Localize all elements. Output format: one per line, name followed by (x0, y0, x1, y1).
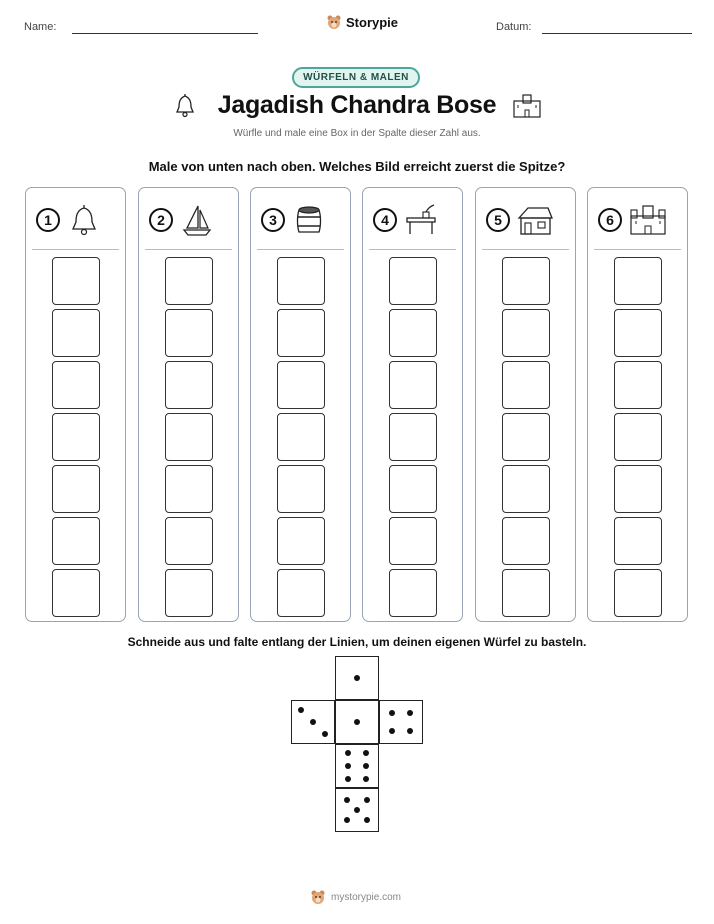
column-3 (250, 187, 351, 622)
color-box[interactable] (52, 569, 100, 617)
desk-quill-icon (403, 202, 439, 238)
color-box[interactable] (165, 569, 213, 617)
column-divider (32, 249, 119, 250)
color-box[interactable] (165, 309, 213, 357)
footer (310, 889, 401, 905)
color-box[interactable] (165, 257, 213, 305)
bell-icon (66, 202, 102, 238)
color-box[interactable] (502, 569, 550, 617)
color-box[interactable] (277, 257, 325, 305)
color-box[interactable] (52, 465, 100, 513)
die-pip (344, 817, 350, 823)
column-4 (362, 187, 463, 622)
die-face (335, 700, 379, 744)
color-box[interactable] (614, 309, 662, 357)
color-box[interactable] (52, 413, 100, 461)
die-face (379, 700, 423, 744)
color-box[interactable] (165, 517, 213, 565)
color-box[interactable] (52, 257, 100, 305)
color-box[interactable] (502, 517, 550, 565)
die-pip (310, 719, 316, 725)
die-face (335, 656, 379, 700)
color-box[interactable] (614, 257, 662, 305)
column-number: 5 (486, 208, 510, 232)
column-number: 1 (36, 208, 60, 232)
name-label: Name: (24, 21, 57, 33)
color-box[interactable] (277, 361, 325, 409)
color-box[interactable] (52, 361, 100, 409)
sailboat-icon (179, 202, 215, 238)
die-pip (389, 728, 395, 734)
castle-icon (628, 202, 668, 238)
color-box[interactable] (389, 361, 437, 409)
color-box[interactable] (502, 361, 550, 409)
color-box[interactable] (389, 413, 437, 461)
color-box[interactable] (52, 517, 100, 565)
date-line[interactable] (542, 33, 692, 34)
castle-icon (512, 93, 542, 119)
color-box[interactable] (502, 465, 550, 513)
column-divider (369, 249, 456, 250)
die-face (335, 744, 379, 788)
color-box[interactable] (277, 413, 325, 461)
column-divider (145, 249, 232, 250)
color-box[interactable] (502, 309, 550, 357)
color-box[interactable] (614, 465, 662, 513)
color-box[interactable] (277, 309, 325, 357)
color-box[interactable] (165, 361, 213, 409)
color-box[interactable] (52, 309, 100, 357)
column-5 (475, 187, 576, 622)
die-pip (363, 776, 369, 782)
column-2 (138, 187, 239, 622)
column-divider (482, 249, 569, 250)
color-box[interactable] (502, 257, 550, 305)
die-pip (407, 710, 413, 716)
color-box[interactable] (614, 569, 662, 617)
die-pip (345, 776, 351, 782)
color-box[interactable] (277, 465, 325, 513)
color-box[interactable] (389, 569, 437, 617)
die-pip (345, 750, 351, 756)
column-number: 4 (373, 208, 397, 232)
die-face (291, 700, 335, 744)
color-box[interactable] (502, 413, 550, 461)
cut-instruction: Schneide aus und falte entlang der Linien, um deinen eigenen Würfel zu basteln. (127, 635, 587, 649)
footer-url: mystorypie.com (331, 891, 402, 903)
die-pip (364, 797, 370, 803)
die-pip (298, 707, 304, 713)
date-label: Datum: (496, 21, 532, 33)
category-badge: WÜRFELN & MALEN (292, 67, 420, 88)
column-divider (594, 249, 681, 250)
color-box[interactable] (614, 517, 662, 565)
column-number: 2 (149, 208, 173, 232)
die-pip (363, 763, 369, 769)
die-pip (363, 750, 369, 756)
column-number: 3 (261, 208, 285, 232)
bear-icon (326, 14, 342, 30)
column-6 (587, 187, 688, 622)
die-pip (345, 763, 351, 769)
color-box[interactable] (389, 309, 437, 357)
die-pip (354, 719, 360, 725)
color-box[interactable] (614, 361, 662, 409)
color-box[interactable] (165, 413, 213, 461)
bear-icon (310, 889, 326, 905)
color-box[interactable] (277, 517, 325, 565)
page-title: Jagadish Chandra Bose (217, 91, 497, 119)
brand-name: Storypie (346, 14, 399, 30)
column-1 (25, 187, 126, 622)
color-box[interactable] (277, 569, 325, 617)
house-icon (516, 202, 554, 238)
color-box[interactable] (389, 517, 437, 565)
color-box[interactable] (614, 413, 662, 461)
die-face (335, 788, 379, 832)
color-box[interactable] (389, 257, 437, 305)
brand-logo (326, 14, 398, 30)
name-line[interactable] (72, 33, 258, 34)
die-pip (389, 710, 395, 716)
color-box[interactable] (389, 465, 437, 513)
die-pip (364, 817, 370, 823)
die-pip (322, 731, 328, 737)
die-pip (354, 807, 360, 813)
column-divider (257, 249, 344, 250)
barrel-icon (291, 202, 327, 238)
color-box[interactable] (165, 465, 213, 513)
column-number: 6 (598, 208, 622, 232)
instruction-text: Male von unten nach oben. Welches Bild erreicht zuerst die Spitze? (148, 159, 566, 174)
die-pip (344, 797, 350, 803)
die-pip (407, 728, 413, 734)
page-subtitle: Würfle und male eine Box in der Spalte dieser Zahl aus. (233, 128, 481, 139)
die-pip (354, 675, 360, 681)
